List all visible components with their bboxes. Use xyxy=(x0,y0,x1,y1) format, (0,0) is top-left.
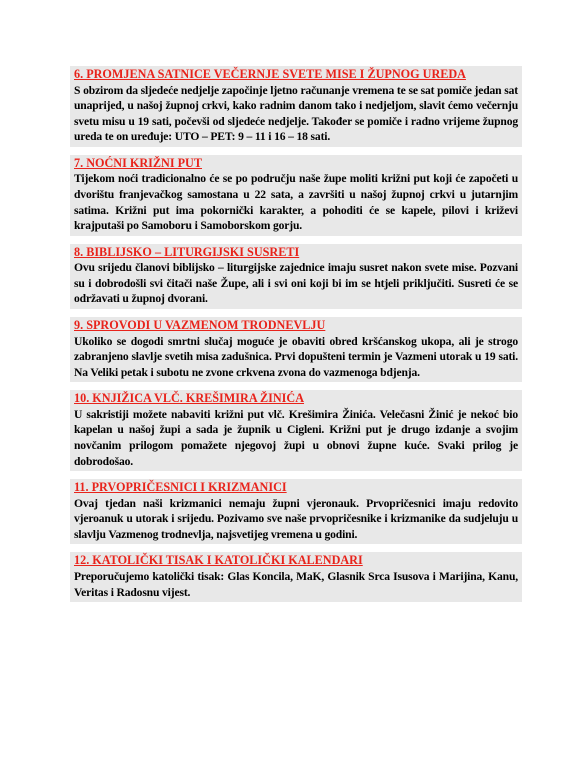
notice-heading: 7. NOĆNI KRIŽNI PUT xyxy=(74,155,202,170)
notice-text: U sakristiji možete nabaviti križni put vlč. Krešimira Žinića. Velečasni Žinić je nekoć bio kapelan u našoj župi a sada je župnik u Cigleni. Križni put je drugo izdanje a svojim novčanim prilogom pomažete njegovoj župi u obnovi župne kuće. Svaki prilog je dobrodošao. xyxy=(74,407,518,468)
notice-text: Tijekom noći tradicionalno će se po području naše župe moliti križni put koji će započeti u dvorištu franjevačkog samostana u 22 sata, a završiti u našoj župnoj crkvi u jutarnjim satima. Križni put ima pokornički karakter, a pohoditi će se kapele, pilovi i križevi krajputaši po Samoboru i Samoborskom gorju. xyxy=(74,172,518,233)
notice-heading: 6. PROMJENA SATNICE VEČERNJE SVETE MISE I ŽUPNOG UREDA xyxy=(74,67,466,81)
notice-section xyxy=(70,317,522,382)
notice-text: S obzirom da sljedeće nedjelje započinje ljetno računanje vremena te se sat pomiče jedan sat unaprijed, u našoj župnoj crkvi, kako radnim danom tako i nedjeljom, slavit ćemo večernju svetu misu u 19 sati, počevši od sljedeće nedjelje. Također se pomiče i radno vrijeme župnog ureda te on uređuje: UTO – PET: 9 – 11 i 16 – 18 sati. xyxy=(74,83,518,144)
notice-heading: 10. KNJIŽICA VLČ. KREŠIMIRA ŽINIĆA xyxy=(74,391,305,406)
notice-section xyxy=(70,155,522,236)
notice-heading: 11. PRVOPRIČESNICI I KRIZMANICI xyxy=(74,480,287,495)
notice-section xyxy=(70,244,522,309)
notice-section xyxy=(70,66,522,147)
notice-text: Ukoliko se dogodi smrtni slučaj moguće je obaviti obred kršćanskog ukopa, ali je strogo zabranjeno slavlje svetih misa zadušnica. Prvi dopušteni termin je Vazmeni utorak u 19 sati. Na Veliki petak i subotu ne zvone crkvena zvona do vazmenoga bdjenja. xyxy=(74,334,518,379)
notice-text: Ovaj tjedan naši krizmanici nemaju župni vjeronauk. Prvopričesnici imaju redovito vjeroanuk u utorak i srijedu. Pozivamo sve naše prvopričesnike i krizmanike da sudjeluju u slavlju Vazmenog trodnevlja, najsvetijeg vremena u godini. xyxy=(74,496,518,541)
notice-section xyxy=(70,552,522,602)
notice-text: Ovu srijedu članovi biblijsko – liturgijske zajednice imaju susret nakon svete mise. Pozvani su i dobrodošli svi čitači naše Župe, ali i svi oni koji bi im se htjeli priključiti. Susreti će se održavati u župnoj dvorani. xyxy=(74,261,518,306)
notice-text: Preporučujemo katolički tisak: Glas Koncila, MaK, Glasnik Srca Isusova i Marijina, Kanu, Veritas i Radosnu vijest. xyxy=(74,569,518,599)
notice-section xyxy=(70,390,522,471)
notice-heading: 8. BIBLIJSKO – LITURGIJSKI SUSRETI xyxy=(74,244,300,259)
notice-heading: 12. KATOLIČKI TISAK I KATOLIČKI KALENDARI xyxy=(74,553,363,568)
notice-heading: 9. SPROVODI U VAZMENOM TRODNEVLJU xyxy=(74,318,326,333)
notices-list xyxy=(70,66,522,610)
notice-section xyxy=(70,479,522,544)
